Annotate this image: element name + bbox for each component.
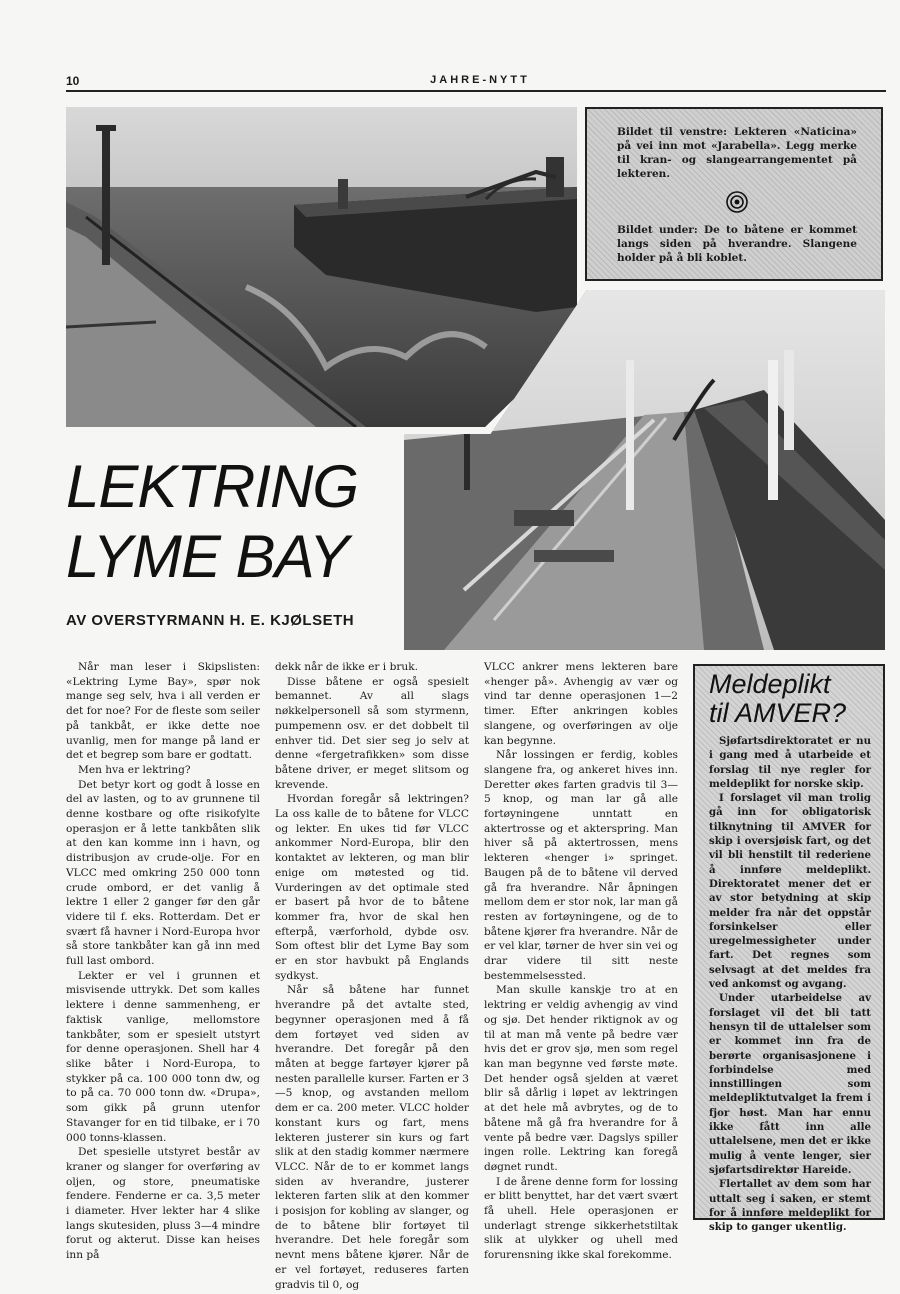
photo-lighter-approach bbox=[66, 107, 577, 427]
article-column-3 bbox=[484, 660, 678, 1263]
paragraph: Når man leser i Skipslisten: «Lektring Lyme Bay», spør nok mange seg selv, hva i all verden er det for noe? For de fleste som seiler på tankbåt, er ikke dette noe uvanlig, men for mange på land er det et begrep som bare er godtatt. bbox=[66, 661, 260, 762]
paragraph: Disse båtene er også spesielt bemannet. Av all slags nøkkelpersonell så som styrmenn, pumpemenn osv. er det dobbelt til enhver tid. Det sier seg jo selv at denne «fergetrafikken» som disse båtene driver, er meget slitsom og krevende. bbox=[275, 675, 469, 791]
sidebar-paragraph: I forslaget vil man trolig gå inn for obligatorisk tilknytning til AMVER for skip i oversjøisk fart, og det vil bli henstilt til rederiene å innføre meldeplikt. Direktoratet mener det er av stor betydning at skip melder fra når det oppstår forsinkelser eller uregelmessigheter under fart. Det regnes som selvsagt at det meldes fra ved ankomst og avgang. bbox=[709, 792, 871, 991]
paragraph: Når så båtene har funnet hverandre på det avtalte sted, begynner operasjonen med å få dem fortøyet ved siden av hverandre. Det foregår på den måten at begge fartøyer kjører på nesten parallelle kurser. Farten er 3—5 knop, og avstanden mellom dem er ca. 200 meter. VLCC holder konstant kurs og fart, mens lekteren justerer sin kurs og fart slik at den stadig kommer nærmere VLCC. Når de to er kommet langs siden av hverandre, justerer lekteren farten slik at den kommer i posisjon for kobling av slanger, og de to båtene blir fortøyet til hverandre. Det hele foregår som nevnt mens båtene kjører. Når de er vel fortøyet, reduseres farten gradvis til 0, og bbox=[275, 984, 469, 1291]
page-number: 10 bbox=[66, 74, 80, 88]
header-rule bbox=[66, 90, 886, 92]
paragraph: Hvordan foregår så lektringen? La oss kalle de to båtene for VLCC og lekter. En ukes tid før VLCC ankommer Nord-Europa, blir den kontaktet av lekteren, og man blir enige om møtested og tid. Vurderingen av det optimale sted er basert på hvor de to båtene kommer fra, hvor de skal hen efterpå, værforhold, dybde osv. Som oftest blir det Lyme Bay som er en stor havbukt på Englands sydkyst. bbox=[275, 793, 469, 982]
paragraph: Når lossingen er ferdig, kobles slangene fra, og ankeret hives inn. Deretter økes farten gradvis til 3—5 knop, og man lar gå alle fortøyningene unntatt en aktertrosse og et akterspring. Man hiver så på aktertrossen, mens lekteren «henger i» springet. Baugen på de to båtene vil derved gå fra hverandre. Når åpningen mellom dem er stor nok, lar man gå resten av fortøyningene, og de to båtene kjører fra hverandre. Når de er vel klar, tørner de hver sin vei og drar videre til sitt neste bestemmelsessted. bbox=[484, 749, 678, 982]
caption-below-photo: Bildet under: De to båtene er kommet langs siden på hverandre. Slangene holder på å bli koblet. bbox=[617, 224, 857, 264]
sidebar-paragraph: Sjøfartsdirektoratet er nu i gang med å utarbeide et forslag til nye regler for meldeplikt for norske skip. bbox=[709, 735, 871, 790]
sidebar-title bbox=[709, 670, 871, 728]
paragraph: Lekter er vel i grunnen et misvisende uttrykk. Det som kalles lektere i denne sammenheng, er faktisk vanlige, mellomstore tankbåter, som er spesielt utstyrt for denne operasjonen. Shell har 4 slike båter i Nord-Europa, to stykker på ca. 100 000 tonn dw, og to på ca. 70 000 tonn dw. «Drupa», som gikk på grunn utenfor Stavanger for en tid tilbake, er i 70 000 tonns-klassen. bbox=[66, 969, 260, 1144]
paragraph: Men hva er lektring? bbox=[78, 763, 191, 776]
running-title: JAHRE-NYTT bbox=[430, 74, 530, 86]
headline-line-1: LEKTRING bbox=[66, 453, 359, 520]
article-byline: AV OVERSTYRMANN H. E. KJØLSETH bbox=[66, 612, 355, 629]
sidebar-title-line-2: til AMVER? bbox=[709, 698, 847, 728]
paragraph: Det spesielle utstyret består av kraner og slanger for overføring av oljen, og store, pneumatiske fendere. Fenderne er ca. 3,5 meter i diameter. Hver lekter har 4 slike langs skutesiden, pluss 3—4 mindre forut og akterut. Disse kan heises inn på bbox=[66, 1146, 260, 1262]
article-headline bbox=[66, 452, 406, 592]
caption-left-photo: Bildet til venstre: Lekteren «Naticina» på vei inn mot «Jarabella». Legg merke til kran- og slangearrangementet på lekteren. bbox=[617, 126, 857, 180]
headline-line-2: LYME BAY bbox=[66, 523, 349, 590]
target-icon bbox=[726, 191, 748, 213]
sidebar-paragraph: Flertallet av dem som har uttalt seg i saken, er stemt for å innføre meldeplikt for skip to ganger ukentlig. bbox=[709, 1178, 871, 1234]
sidebar-paragraph: Under utarbeidelse av forslaget vil det bli tatt hensyn til de uttalelser som er kommet inn fra de berørte organisasjonene i forbindelse med innstillingen som meldepliktutvalget la frem i fjor høst. Man har ennu ikke fått inn alle uttalelsene, men det er ikke mulig å vente lenger, sier sjøfartsdirektør Hareide. bbox=[709, 992, 871, 1176]
paragraph: Det betyr kort og godt å losse en del av lasten, og to av grunnene til denne kostbare og ofte risikofylte operasjon er å lette tankbåten slik at den kan komme inn i havn, og distribusjon av crude-olje. For en VLCC med omkring 250 000 tonn crude ombord, er det vanlig å lektre 1 eller 2 ganger før den går videre til f. eks. Rotterdam. Det er svært få havner i Nord-Europa hvor så store tankbåter kan gå inn med full last ombord. bbox=[66, 778, 260, 968]
photo-caption-box bbox=[585, 107, 883, 281]
paragraph: dekk når de ikke er i bruk. bbox=[275, 661, 419, 673]
article-column-2 bbox=[275, 660, 469, 1292]
sidebar-amver-box bbox=[693, 664, 885, 1234]
paragraph: I de årene denne form for lossing er blitt benyttet, har det vært svært få uhell. Hele operasjonen er underlagt strenge sikkerhetstiltak slik at ulykker og uhell med forurensning ikke skal forekomme. bbox=[484, 1175, 678, 1262]
sidebar-title-line-1: Meldeplikt bbox=[709, 669, 831, 699]
article-column-1 bbox=[66, 660, 260, 1263]
paragraph: Man skulle kanskje tro at en lektring er veldig avhengig av vind og sjø. Det hender riktignok av og til at man må vente på bedre vær hvis det er grov sjø, men som regel kan man begynne ved første møte. Det hender også sjelden at været blir så dårlig i løpet av lektringen at det hele må avbrytes, og de to båtene må gå fra hverandre for å vente på bedre vær. Dagslys spiller ingen rolle. Lektring kan foregå døgnet rundt. bbox=[484, 984, 678, 1173]
paragraph: VLCC ankrer mens lekteren bare «henger på». Avhengig av vær og vind tar denne operasjonen 1—2 timer. Efter ankringen kobles slangene, og overføringen av olje kan begynne. bbox=[484, 661, 678, 747]
